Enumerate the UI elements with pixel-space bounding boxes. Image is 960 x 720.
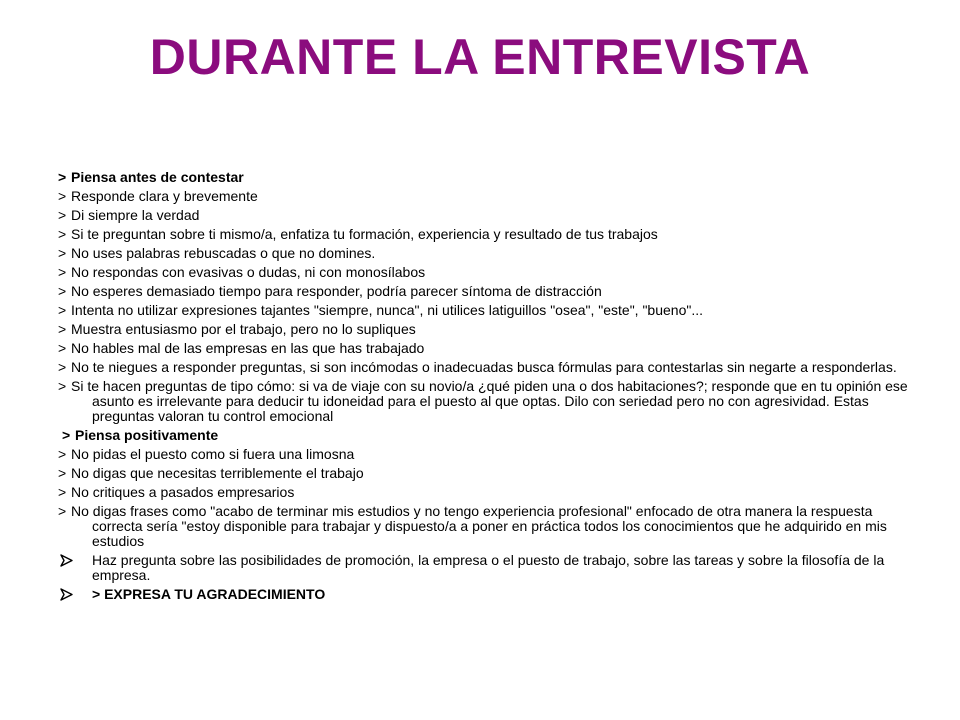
list-marker: > [58,446,67,462]
list-item [58,265,914,280]
list-item [58,227,914,242]
list-item [58,485,914,500]
list-marker: > [58,465,67,481]
list-marker: > [58,321,67,337]
list-item [58,466,914,481]
list-item-text: No critiques a pasados empresarios [71,484,295,500]
list-heading [62,428,914,443]
list-item-text: Muestra entusiasmo por el trabajo, pero no lo supliques [71,321,416,337]
list-item [58,379,914,424]
list-item-text: No te niegues a responder preguntas, si son incómodas o inadecuadas busca fórmulas para contestarlas sin negarte a responderlas. [71,359,897,375]
list-item [58,170,914,185]
list-item-text: No digas frases como "acabo de terminar mis estudios y no tengo experiencia profesional" enfocado de otra manera la respuesta correcta sería "estoy disponible para trabajar y dispuesto/a a poner en práctica todos los conocimientos que he adquirido en mis estudios [71,503,887,549]
arrow-list-item [58,587,914,602]
list-item-text: Responde clara y brevemente [71,188,258,204]
list-marker: > [58,188,67,204]
list-item [58,504,914,549]
list-marker: > [58,169,67,185]
list-item-text: Haz pregunta sobre las posibilidades de promoción, la empresa o el puesto de trabajo, sobre las tareas y sobre la filosofía de la empresa. [92,552,885,583]
list-item [58,208,914,223]
list-marker: > [58,302,67,318]
list-item-text: Di siempre la verdad [71,207,200,223]
list-marker: > [58,378,67,394]
arrow-bullet-icon [60,588,73,601]
list-marker: > [58,245,67,261]
list-marker: > [58,503,67,519]
list-item [58,189,914,204]
list-item [58,284,914,299]
list-marker: > [58,226,67,242]
list-item-text: Piensa antes de contestar [71,169,244,185]
list-item-text: No pidas el puesto como si fuera una limosna [71,446,355,462]
arrow-list-item [58,553,914,583]
list-item-text: Si te hacen preguntas de tipo cómo: si va de viaje con su novio/a ¿qué piden una o dos habitaciones?; responde que en tu opinión ese asunto es irrelevante para deducir tu idoneidad para el puesto al que optas. Dilo con seriedad pero no con agresividad. Estas preguntas valoran tu control emocional [71,378,908,424]
list-marker: > [62,427,71,443]
list-marker: > [58,359,67,375]
list-item-text: No uses palabras rebuscadas o que no domines. [71,245,376,261]
list-marker: > [58,264,67,280]
tips-list [58,170,914,606]
arrow-bullet-icon [60,554,73,567]
page-title: DURANTE LA ENTREVISTA [149,29,811,85]
list-item-text: Intenta no utilizar expresiones tajantes "siempre, nunca", ni utilices latiguillos "osea", "este", "bueno"... [71,302,703,318]
list-item [58,447,914,462]
list-item [58,341,914,356]
list-item-text: No digas que necesitas terriblemente el trabajo [71,465,364,481]
list-item [58,360,914,375]
list-item-text: No esperes demasiado tiempo para responder, podría parecer síntoma de distracción [71,283,602,299]
list-item [58,303,914,318]
list-item-text: > EXPRESA TU AGRADECIMIENTO [92,586,326,602]
list-item-text: No respondas con evasivas o dudas, ni con monosílabos [71,264,426,280]
list-item-text: Si te preguntan sobre ti mismo/a, enfatiza tu formación, experiencia y resultado de tus trabajos [71,226,658,242]
list-item-text: No hables mal de las empresas en las que has trabajado [71,340,425,356]
list-marker: > [58,283,67,299]
list-marker: > [58,207,67,223]
list-item-text: Piensa positivamente [75,427,219,443]
list-marker: > [58,340,67,356]
list-item [58,322,914,337]
list-marker: > [58,484,67,500]
list-item [58,246,914,261]
